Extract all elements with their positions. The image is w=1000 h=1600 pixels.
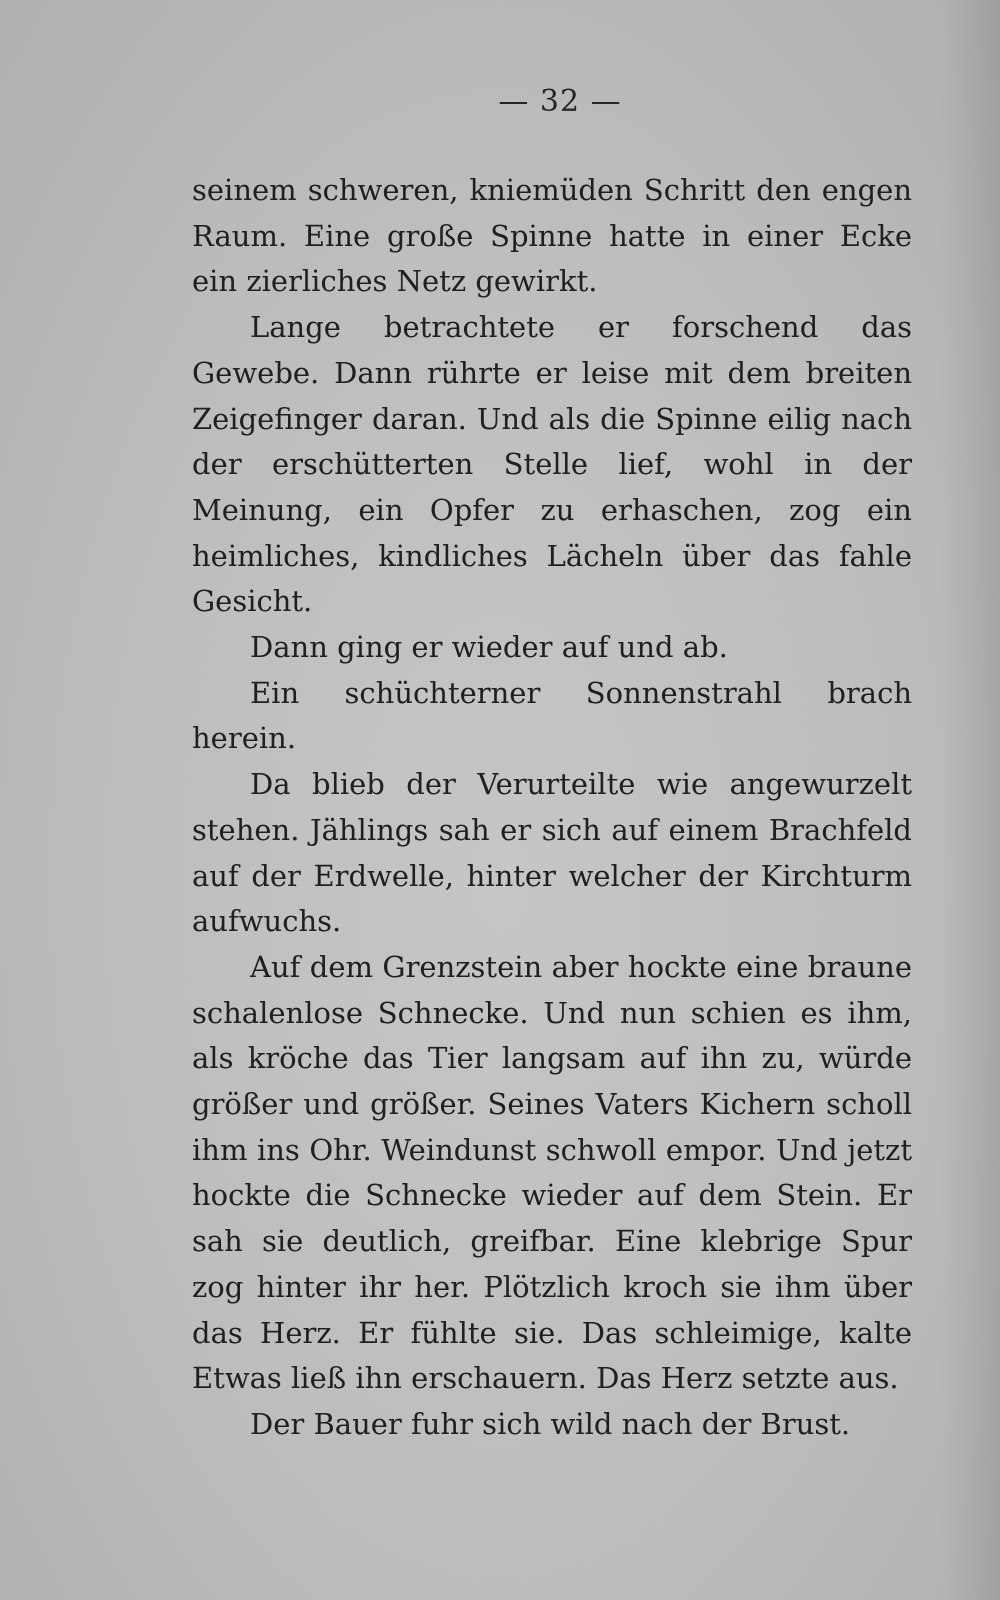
paragraph: Ein schüchterner Sonnenstrahl brach herein.: [192, 675, 912, 756]
paragraph: Der Bauer fuhr sich wild nach der Brust.: [250, 1406, 851, 1441]
body-text: [192, 168, 912, 1448]
paragraph: Dann ging er wieder auf und ab.: [250, 630, 728, 665]
paragraph: Lange betrachtete er forschend das Gewebe. Dann rührte er leise mit dem breiten Zeigefinger daran. Und als die Spinne eilig nach der erschütterten Stelle lief, wohl in der Meinung, ein Opfer zu erhaschen, zog ein heimliches, kindliches Lächeln über das fahle Gesicht.: [192, 310, 912, 619]
paragraph: Da blieb der Verurteilte wie angewurzelt stehen. Jählings sah er sich auf einem Brachfeld auf der Erdwelle, hinter welcher der Kirchturm aufwuchs.: [192, 767, 912, 939]
paragraph: Auf dem Grenzstein aber hockte eine braune schalenlose Schnecke. Und nun schien es ihm, als kröche das Tier langsam auf ihn zu, würde größer und größer. Seines Vaters Kichern scholl ihm ins Ohr. Weindunst schwoll empor. Und jetzt hockte die Schnecke wieder auf dem Stein. Er sah sie deutlich, greifbar. Eine klebrige Spur zog hinter ihr her. Plötzlich kroch sie ihm über das Herz. Er fühlte sie. Das schleimige, kalte Etwas ließ ihn erschauern. Das Herz setzte aus.: [192, 949, 912, 1396]
paragraph: seinem schweren, kniemüden Schritt den engen Raum. Eine große Spinne hatte in einer Ecke ein zierliches Netz gewirkt.: [192, 173, 912, 299]
page-number: — 32 —: [498, 84, 622, 119]
